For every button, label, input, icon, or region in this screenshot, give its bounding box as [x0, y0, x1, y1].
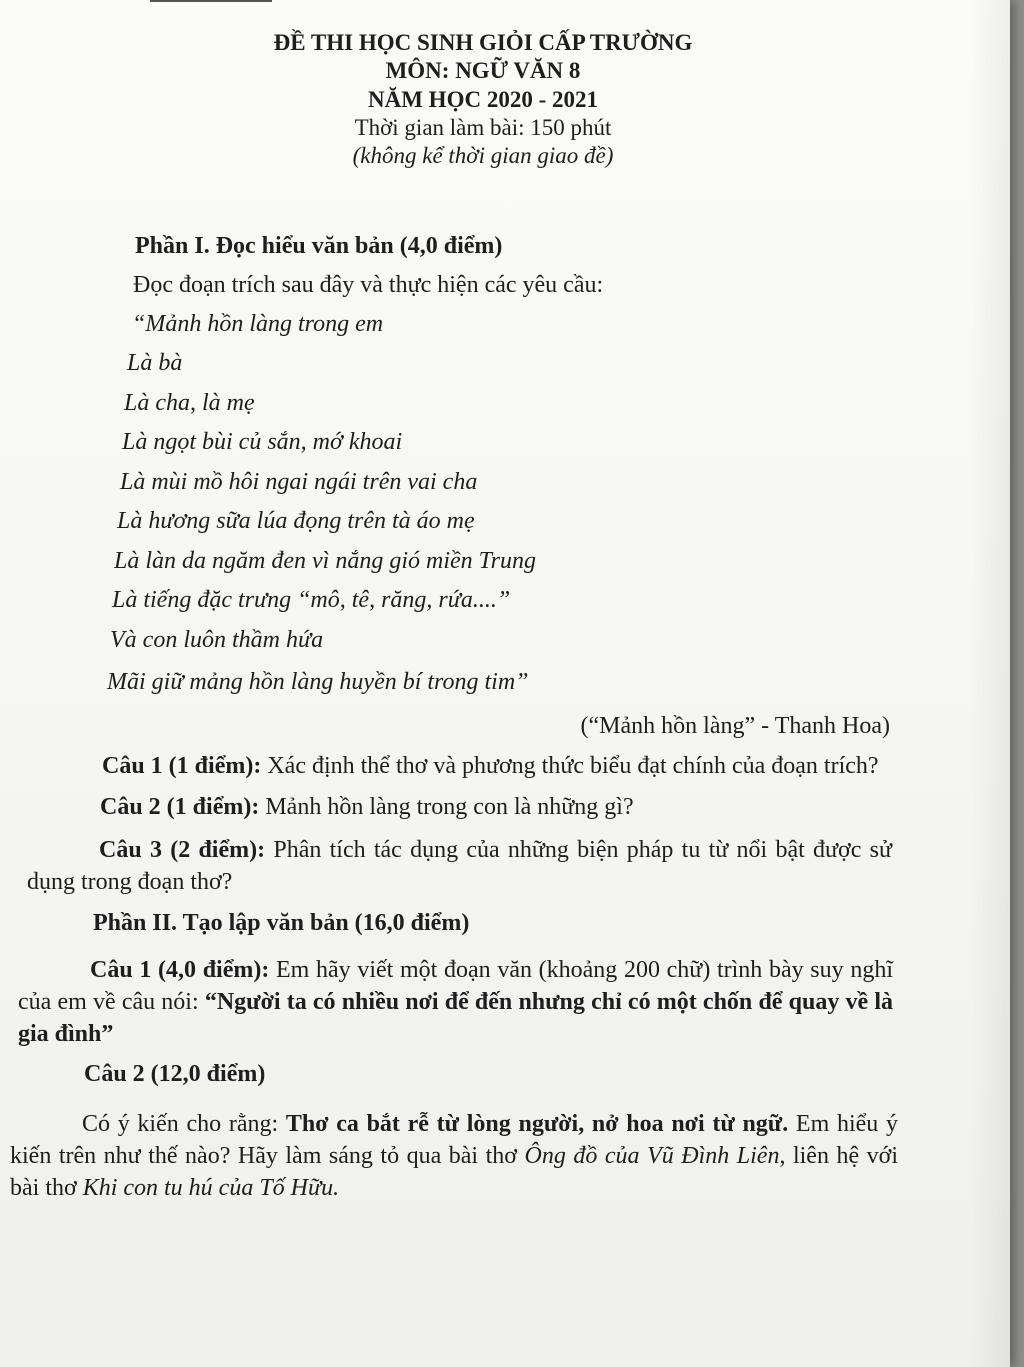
time-line: Thời gian làm bài: 150 phút — [354, 115, 612, 140]
question-intro: Có ý kiến cho rằng: — [82, 1111, 286, 1137]
poem-line: Là hương sữa lúa đọng trên tà áo mẹ — [117, 508, 475, 534]
work-title: Khi con tu hú của Tố Hữu. — [82, 1175, 340, 1201]
question-text: Mảnh hồn làng trong con là những gì? — [259, 794, 634, 820]
school-year-line: NĂM HỌC 2020 - 2021 — [368, 87, 598, 112]
question-text: Em hãy viết một đoạn văn (khoảng 200 chữ) trình bày suy nghĩ của em về câu nói: — [18, 957, 893, 1015]
subject-line: MÔN: NGỮ VĂN 8 — [385, 58, 581, 83]
part2-question-2 — [10, 1108, 898, 1204]
poem-line: Và con luôn thầm hứa — [110, 627, 324, 653]
page-shadow — [970, 0, 1010, 1367]
question-text: Xác định thể thơ và phương thức biểu đạt chính của đoạn trích? — [261, 753, 879, 779]
question-quote: “Người ta có nhiều nơi để đến nhưng chỉ có một chốn để quay về là gia đình” — [18, 989, 893, 1047]
time-note: (không kể thời gian giao đề) — [352, 143, 614, 168]
question-label: Câu 2 (1 điểm): — [100, 794, 260, 820]
part2-title: Phần II. Tạo lập văn bản (16,0 điểm) — [93, 910, 470, 936]
question-text: Em hiểu ý kiến trên như thế nào? Hãy làm sáng tỏ qua bài thơ — [10, 1111, 898, 1169]
part2-question-1 — [18, 954, 893, 1050]
poem-source: (“Mảnh hồn làng” - Thanh Hoa) — [580, 713, 890, 739]
top-rule — [150, 0, 272, 2]
poem-line: “Mảnh hồn làng trong em — [132, 311, 384, 337]
question-text: Phân tích tác dụng của những biện pháp tu từ nổi bật được sử dụng trong đoạn thơ? — [27, 837, 892, 895]
poem-line: Là làn da ngăm đen vì nắng gió miền Trung — [114, 548, 537, 574]
part1-instruction: Đọc đoạn trích sau đây và thực hiện các yêu cầu: — [133, 272, 604, 298]
poem-line: Là tiếng đặc trưng “mô, tê, răng, rứa....” — [112, 587, 511, 613]
part1-question-3 — [27, 834, 892, 898]
question-label: Câu 1 (4,0 điểm): — [90, 957, 270, 983]
poem-line: Là cha, là mẹ — [124, 390, 255, 416]
part2-question-2-label: Câu 2 (12,0 điểm) — [84, 1061, 266, 1087]
poem-line: Là ngọt bùi củ sắn, mớ khoai — [122, 429, 403, 455]
question-label: Câu 3 (2 điểm): — [99, 837, 266, 863]
part1-question-1 — [102, 753, 879, 780]
question-text: , liên hệ với bài thơ — [10, 1143, 899, 1201]
question-label: Câu 1 (1 điểm): — [102, 753, 262, 779]
poem-line: Mãi giữ mảng hồn làng huyền bí trong tim” — [107, 669, 529, 695]
poem-line: Là mùi mồ hôi ngai ngái trên vai cha — [120, 469, 478, 495]
question-quote: Thơ ca bắt rễ từ lòng người, nở hoa nơi từ ngữ. — [285, 1111, 789, 1137]
part1-title: Phần I. Đọc hiểu văn bản (4,0 điểm) — [135, 233, 503, 259]
poem-line: Là bà — [127, 350, 183, 376]
part1-question-2 — [100, 794, 634, 821]
work-title: Ông đồ của Vũ Đình Liên — [524, 1143, 780, 1169]
exam-title: ĐỀ THI HỌC SINH GIỎI CẤP TRƯỜNG — [273, 30, 693, 55]
